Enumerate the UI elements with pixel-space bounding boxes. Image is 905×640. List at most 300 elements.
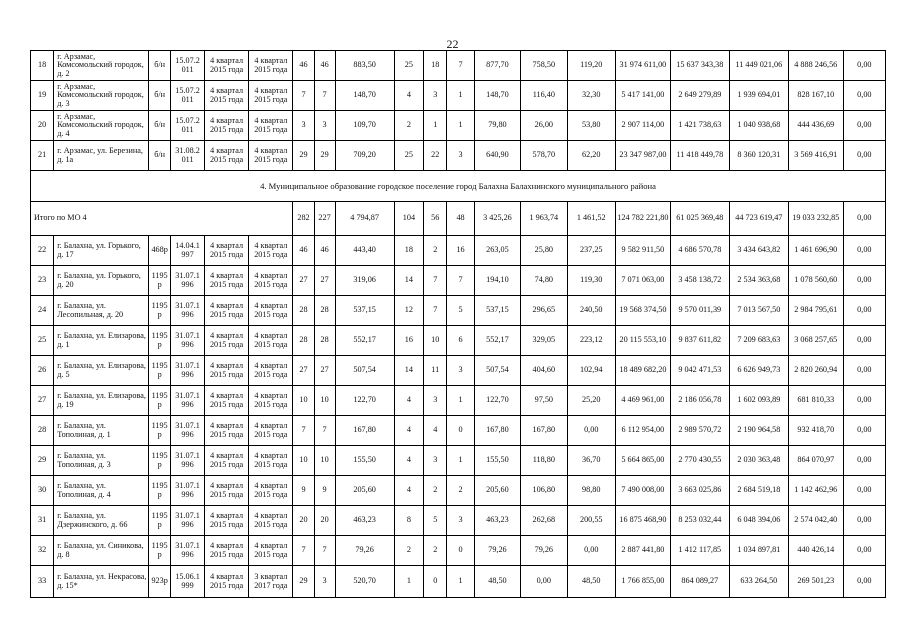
cell-s5: 0,00: [843, 536, 885, 566]
total-area: 4 794,87: [335, 202, 394, 236]
cell-q2: 4 квартал 2015 года: [249, 356, 293, 386]
cell-area: 109,70: [335, 111, 394, 141]
cell-s1: 19 568 374,50: [615, 296, 670, 326]
cell-a2: 118,80: [521, 446, 567, 476]
cell-date: 15.06.1 999: [171, 566, 205, 598]
total-p3: 48: [447, 202, 474, 236]
cell-p1: 25: [394, 51, 424, 81]
section-title: 4. Муниципальное образование городское поселение город Балахна Балахнинского муниципального района: [31, 171, 886, 202]
cell-a2: 262,68: [521, 506, 567, 536]
cell-s4: 444 436,69: [788, 111, 843, 141]
total-s3: 44 723 619,47: [729, 202, 788, 236]
cell-c2: 29: [314, 141, 335, 171]
cell-s3: 2 190 964,58: [729, 416, 788, 446]
cell-a2: 0,00: [521, 566, 567, 598]
cell-num: б/н: [149, 81, 171, 111]
cell-area: 148,70: [335, 81, 394, 111]
cell-addr: г. Балахна, ул. Тополиная, д. 4: [54, 476, 149, 506]
cell-q2: 4 квартал 2015 года: [249, 506, 293, 536]
cell-a2: 74,80: [521, 266, 567, 296]
cell-area: 507,54: [335, 356, 394, 386]
cell-s3: 2 684 519,18: [729, 476, 788, 506]
cell-date: 31.07.1 996: [171, 446, 205, 476]
cell-p3: 5: [447, 296, 474, 326]
cell-q1: 4 квартал 2015 года: [204, 51, 248, 81]
cell-date: 31.07.1 996: [171, 296, 205, 326]
cell-q2: 4 квартал 2015 года: [249, 446, 293, 476]
cell-q1: 4 квартал 2015 года: [204, 416, 248, 446]
cell-s1: 1 766 855,00: [615, 566, 670, 598]
cell-s4: 2 820 260,94: [788, 356, 843, 386]
cell-a1: 155,50: [474, 446, 520, 476]
cell-p3: 1: [447, 81, 474, 111]
cell-p2: 1: [424, 111, 447, 141]
cell-a2: 404,60: [521, 356, 567, 386]
cell-s4: 828 167,10: [788, 81, 843, 111]
cell-date: 31.07.1 996: [171, 386, 205, 416]
cell-num: 468р: [149, 236, 171, 266]
cell-s3: 2 534 363,68: [729, 266, 788, 296]
cell-c1: 46: [293, 236, 314, 266]
cell-s4: 1 142 462,96: [788, 476, 843, 506]
total-p1: 104: [394, 202, 424, 236]
cell-c2: 10: [314, 446, 335, 476]
cell-q1: 4 квартал 2015 года: [204, 236, 248, 266]
cell-addr: г. Арзамас, ул. Березина, д. 1а: [54, 141, 149, 171]
cell-s2: 9 570 011,39: [670, 296, 729, 326]
cell-a2: 296,65: [521, 296, 567, 326]
cell-c2: 9: [314, 476, 335, 506]
cell-q1: 4 квартал 2015 года: [204, 386, 248, 416]
table-row: [31, 111, 886, 141]
table-row: [31, 81, 886, 111]
cell-q2: 4 квартал 2015 года: [249, 51, 293, 81]
cell-s5: 0,00: [843, 236, 885, 266]
cell-n: 28: [31, 416, 54, 446]
total-p2: 56: [424, 202, 447, 236]
cell-c2: 27: [314, 266, 335, 296]
cell-s3: 633 264,50: [729, 566, 788, 598]
cell-n: 23: [31, 266, 54, 296]
cell-area: 537,15: [335, 296, 394, 326]
cell-p3: 7: [447, 266, 474, 296]
cell-a1: 48,50: [474, 566, 520, 598]
cell-a1: 122,70: [474, 386, 520, 416]
cell-p2: 2: [424, 536, 447, 566]
cell-s2: 9 042 471,53: [670, 356, 729, 386]
cell-area: 883,50: [335, 51, 394, 81]
cell-q2: 4 квартал 2015 года: [249, 81, 293, 111]
cell-c2: 3: [314, 111, 335, 141]
cell-p1: 14: [394, 266, 424, 296]
cell-a1: 552,17: [474, 326, 520, 356]
cell-date: 31.08.2 011: [171, 141, 205, 171]
cell-n: 31: [31, 506, 54, 536]
cell-area: 79,26: [335, 536, 394, 566]
cell-s4: 4 888 246,56: [788, 51, 843, 81]
cell-a1: 463,23: [474, 506, 520, 536]
cell-a1: 79,26: [474, 536, 520, 566]
cell-s3: 1 040 938,68: [729, 111, 788, 141]
cell-num: 1195 р: [149, 506, 171, 536]
cell-c1: 28: [293, 296, 314, 326]
cell-p2: 4: [424, 416, 447, 446]
cell-a3: 0,00: [567, 416, 615, 446]
cell-p1: 4: [394, 81, 424, 111]
cell-addr: г. Балахна, ул. Синикова, д. 8: [54, 536, 149, 566]
cell-s5: 0,00: [843, 506, 885, 536]
cell-s4: 1 461 696,90: [788, 236, 843, 266]
cell-a2: 106,80: [521, 476, 567, 506]
cell-c2: 20: [314, 506, 335, 536]
cell-n: 26: [31, 356, 54, 386]
cell-a3: 48,50: [567, 566, 615, 598]
total-s2: 61 025 369,48: [670, 202, 729, 236]
cell-area: 443,40: [335, 236, 394, 266]
cell-s2: 11 418 449,78: [670, 141, 729, 171]
cell-a1: 537,15: [474, 296, 520, 326]
cell-num: 1195 р: [149, 266, 171, 296]
cell-date: 31.07.1 996: [171, 476, 205, 506]
cell-q2: 4 квартал 2015 года: [249, 386, 293, 416]
cell-q1: 4 квартал 2015 года: [204, 141, 248, 171]
cell-q2: 4 квартал 2015 года: [249, 536, 293, 566]
cell-p2: 5: [424, 506, 447, 536]
cell-q1: 4 квартал 2015 года: [204, 566, 248, 598]
cell-addr: г. Балахна, ул. Горького, д. 20: [54, 266, 149, 296]
cell-s5: 0,00: [843, 386, 885, 416]
table-row: [31, 506, 886, 536]
cell-s4: 681 810,33: [788, 386, 843, 416]
cell-c2: 7: [314, 416, 335, 446]
cell-c2: 28: [314, 296, 335, 326]
cell-s1: 7 071 063,00: [615, 266, 670, 296]
cell-s1: 5 417 141,00: [615, 81, 670, 111]
cell-s5: 0,00: [843, 296, 885, 326]
total-c1: 282: [293, 202, 314, 236]
cell-n: 30: [31, 476, 54, 506]
cell-s2: 2 770 430,55: [670, 446, 729, 476]
cell-area: 520,70: [335, 566, 394, 598]
cell-n: 32: [31, 536, 54, 566]
total-a1: 3 425,26: [474, 202, 520, 236]
cell-s2: 8 253 032,44: [670, 506, 729, 536]
cell-date: 31.07.1 996: [171, 266, 205, 296]
cell-c2: 7: [314, 536, 335, 566]
cell-q1: 4 квартал 2015 года: [204, 296, 248, 326]
cell-s3: 8 360 120,31: [729, 141, 788, 171]
cell-p2: 2: [424, 476, 447, 506]
cell-p1: 14: [394, 356, 424, 386]
cell-area: 167,80: [335, 416, 394, 446]
cell-s1: 2 887 441,80: [615, 536, 670, 566]
cell-p2: 3: [424, 446, 447, 476]
cell-addr: г. Балахна, ул. Тополиная, д. 3: [54, 446, 149, 476]
total-a2: 1 963,74: [521, 202, 567, 236]
cell-c1: 10: [293, 446, 314, 476]
table-row: [31, 236, 886, 266]
cell-p2: 7: [424, 296, 447, 326]
cell-n: 20: [31, 111, 54, 141]
cell-a1: 79,80: [474, 111, 520, 141]
cell-p2: 3: [424, 386, 447, 416]
table-row: [31, 536, 886, 566]
cell-s5: 0,00: [843, 266, 885, 296]
total-c2: 227: [314, 202, 335, 236]
cell-s3: 2 030 363,48: [729, 446, 788, 476]
cell-date: 31.07.1 996: [171, 536, 205, 566]
cell-c2: 46: [314, 51, 335, 81]
cell-c2: 27: [314, 356, 335, 386]
cell-p3: 1: [447, 446, 474, 476]
cell-a3: 240,50: [567, 296, 615, 326]
cell-s3: 6 048 394,06: [729, 506, 788, 536]
cell-area: 552,17: [335, 326, 394, 356]
cell-c2: 28: [314, 326, 335, 356]
cell-s5: 0,00: [843, 356, 885, 386]
cell-num: 1195 р: [149, 446, 171, 476]
cell-addr: г. Балахна, ул. Лесопильная, д. 20: [54, 296, 149, 326]
cell-a2: 167,80: [521, 416, 567, 446]
cell-area: 155,50: [335, 446, 394, 476]
cell-c1: 29: [293, 566, 314, 598]
cell-p3: 2: [447, 476, 474, 506]
cell-s5: 0,00: [843, 416, 885, 446]
cell-p3: 16: [447, 236, 474, 266]
table-row: [31, 356, 886, 386]
cell-s1: 9 582 911,50: [615, 236, 670, 266]
cell-s5: 0,00: [843, 566, 885, 598]
cell-s5: 0,00: [843, 446, 885, 476]
cell-q2: 4 квартал 2015 года: [249, 476, 293, 506]
cell-q1: 4 квартал 2015 года: [204, 266, 248, 296]
cell-p1: 12: [394, 296, 424, 326]
cell-num: 1195 р: [149, 416, 171, 446]
cell-p3: 0: [447, 536, 474, 566]
total-s5: 0,00: [843, 202, 885, 236]
cell-s4: 3 068 257,65: [788, 326, 843, 356]
total-label: Итого по МО 4: [31, 202, 293, 236]
cell-q1: 4 квартал 2015 года: [204, 326, 248, 356]
cell-a1: 148,70: [474, 81, 520, 111]
cell-date: 15.07.2 011: [171, 81, 205, 111]
cell-s4: 269 501,23: [788, 566, 843, 598]
cell-a3: 237,25: [567, 236, 615, 266]
total-s4: 19 033 232,85: [788, 202, 843, 236]
cell-s3: 1 939 694,01: [729, 81, 788, 111]
cell-s4: 932 418,70: [788, 416, 843, 446]
cell-a2: 97,50: [521, 386, 567, 416]
cell-p3: 6: [447, 326, 474, 356]
cell-q1: 4 квартал 2015 года: [204, 81, 248, 111]
cell-c2: 10: [314, 386, 335, 416]
cell-q2: 4 квартал 2015 года: [249, 111, 293, 141]
cell-p1: 4: [394, 416, 424, 446]
cell-p2: 18: [424, 51, 447, 81]
cell-q2: 4 квартал 2015 года: [249, 296, 293, 326]
cell-p1: 18: [394, 236, 424, 266]
cell-date: 15.07.2 011: [171, 51, 205, 81]
cell-q1: 4 квартал 2015 года: [204, 446, 248, 476]
cell-s3: 7 013 567,50: [729, 296, 788, 326]
cell-a1: 205,60: [474, 476, 520, 506]
cell-s5: 0,00: [843, 326, 885, 356]
cell-a3: 119,20: [567, 51, 615, 81]
cell-s3: 3 434 643,82: [729, 236, 788, 266]
cell-s3: 1 602 093,89: [729, 386, 788, 416]
cell-addr: г. Балахна, ул. Дзержинского, д. 66: [54, 506, 149, 536]
cell-q1: 4 квартал 2015 года: [204, 476, 248, 506]
cell-p3: 0: [447, 416, 474, 446]
cell-c1: 9: [293, 476, 314, 506]
cell-p2: 7: [424, 266, 447, 296]
cell-a1: 263,05: [474, 236, 520, 266]
cell-c1: 7: [293, 536, 314, 566]
cell-area: 122,70: [335, 386, 394, 416]
cell-num: 1195 р: [149, 296, 171, 326]
cell-addr: г. Арзамас, Комсомольский городок, д. 2: [54, 51, 149, 81]
cell-num: б/н: [149, 141, 171, 171]
cell-s1: 18 489 682,20: [615, 356, 670, 386]
cell-p3: 1: [447, 111, 474, 141]
cell-c1: 20: [293, 506, 314, 536]
cell-q1: 4 квартал 2015 года: [204, 536, 248, 566]
cell-s1: 6 112 954,00: [615, 416, 670, 446]
cell-s5: 0,00: [843, 476, 885, 506]
cell-a3: 32,30: [567, 81, 615, 111]
cell-a3: 53,80: [567, 111, 615, 141]
cell-c1: 7: [293, 416, 314, 446]
cell-a3: 223,12: [567, 326, 615, 356]
cell-p2: 10: [424, 326, 447, 356]
cell-n: 25: [31, 326, 54, 356]
cell-c1: 7: [293, 81, 314, 111]
table-row: [31, 416, 886, 446]
cell-p1: 4: [394, 386, 424, 416]
cell-a3: 62,20: [567, 141, 615, 171]
cell-s2: 15 637 343,38: [670, 51, 729, 81]
cell-date: 15.07.2 011: [171, 111, 205, 141]
cell-c1: 46: [293, 51, 314, 81]
cell-p1: 8: [394, 506, 424, 536]
cell-a2: 758,50: [521, 51, 567, 81]
cell-date: 31.07.1 996: [171, 326, 205, 356]
cell-n: 19: [31, 81, 54, 111]
cell-p3: 3: [447, 356, 474, 386]
cell-s1: 31 974 611,00: [615, 51, 670, 81]
page-number: 22: [446, 37, 459, 51]
cell-num: 1195 р: [149, 536, 171, 566]
cell-c1: 27: [293, 356, 314, 386]
cell-n: 27: [31, 386, 54, 416]
table-row: [31, 141, 886, 171]
cell-q2: 3 квартал 2017 года: [249, 566, 293, 598]
cell-addr: г. Балахна, ул. Елизарова, д. 1: [54, 326, 149, 356]
cell-p3: 3: [447, 506, 474, 536]
total-a3: 1 461,52: [567, 202, 615, 236]
cell-n: 24: [31, 296, 54, 326]
cell-addr: г. Балахна, ул. Горького, д. 17: [54, 236, 149, 266]
cell-s5: 0,00: [843, 51, 885, 81]
table-row: [31, 476, 886, 506]
cell-s1: 4 469 961,00: [615, 386, 670, 416]
cell-n: 29: [31, 446, 54, 476]
cell-num: б/н: [149, 111, 171, 141]
cell-area: 319,06: [335, 266, 394, 296]
cell-p1: 25: [394, 141, 424, 171]
cell-s5: 0,00: [843, 141, 885, 171]
total-row: [31, 202, 886, 236]
cell-num: б/н: [149, 51, 171, 81]
cell-a1: 877,70: [474, 51, 520, 81]
cell-p1: 1: [394, 566, 424, 598]
table-row: [31, 296, 886, 326]
cell-a1: 167,80: [474, 416, 520, 446]
cell-s2: 864 089,27: [670, 566, 729, 598]
cell-q2: 4 квартал 2015 года: [249, 266, 293, 296]
cell-a2: 25,80: [521, 236, 567, 266]
cell-s3: 6 626 949,73: [729, 356, 788, 386]
cell-s5: 0,00: [843, 111, 885, 141]
cell-a2: 329,05: [521, 326, 567, 356]
cell-q1: 4 квартал 2015 года: [204, 356, 248, 386]
cell-num: 923р: [149, 566, 171, 598]
table-row: [31, 386, 886, 416]
cell-s1: 16 875 468,90: [615, 506, 670, 536]
cell-p2: 2: [424, 236, 447, 266]
cell-s1: 2 907 114,00: [615, 111, 670, 141]
cell-s3: 7 209 683,63: [729, 326, 788, 356]
cell-p3: 1: [447, 386, 474, 416]
housing-resettlement-table: [30, 50, 886, 598]
cell-date: 31.07.1 996: [171, 506, 205, 536]
cell-n: 21: [31, 141, 54, 171]
cell-a2: 578,70: [521, 141, 567, 171]
cell-c1: 10: [293, 386, 314, 416]
cell-p2: 11: [424, 356, 447, 386]
cell-a2: 79,26: [521, 536, 567, 566]
cell-q2: 4 квартал 2015 года: [249, 326, 293, 356]
cell-q2: 4 квартал 2015 года: [249, 141, 293, 171]
cell-c1: 28: [293, 326, 314, 356]
cell-n: 18: [31, 51, 54, 81]
cell-p1: 4: [394, 446, 424, 476]
cell-a3: 98,80: [567, 476, 615, 506]
cell-s4: 1 078 560,60: [788, 266, 843, 296]
cell-q2: 4 квартал 2015 года: [249, 416, 293, 446]
cell-s4: 2 574 042,40: [788, 506, 843, 536]
table-row: [31, 266, 886, 296]
cell-s4: 2 984 795,61: [788, 296, 843, 326]
cell-addr: г. Балахна, ул. Елизарова, д. 5: [54, 356, 149, 386]
table-row: [31, 326, 886, 356]
cell-p3: 1: [447, 566, 474, 598]
cell-q2: 4 квартал 2015 года: [249, 236, 293, 266]
cell-s2: 2 186 056,78: [670, 386, 729, 416]
cell-addr: г. Балахна, ул. Некрасова, д. 15*: [54, 566, 149, 598]
cell-a3: 119,30: [567, 266, 615, 296]
cell-addr: г. Арзамас, Комсомольский городок, д. 3: [54, 81, 149, 111]
cell-s4: 440 426,14: [788, 536, 843, 566]
cell-date: 31.07.1 996: [171, 356, 205, 386]
cell-a3: 25,20: [567, 386, 615, 416]
cell-c1: 27: [293, 266, 314, 296]
cell-s2: 3 663 025,86: [670, 476, 729, 506]
cell-c2: 7: [314, 81, 335, 111]
cell-n: 33: [31, 566, 54, 598]
cell-a1: 640,90: [474, 141, 520, 171]
cell-p1: 2: [394, 111, 424, 141]
